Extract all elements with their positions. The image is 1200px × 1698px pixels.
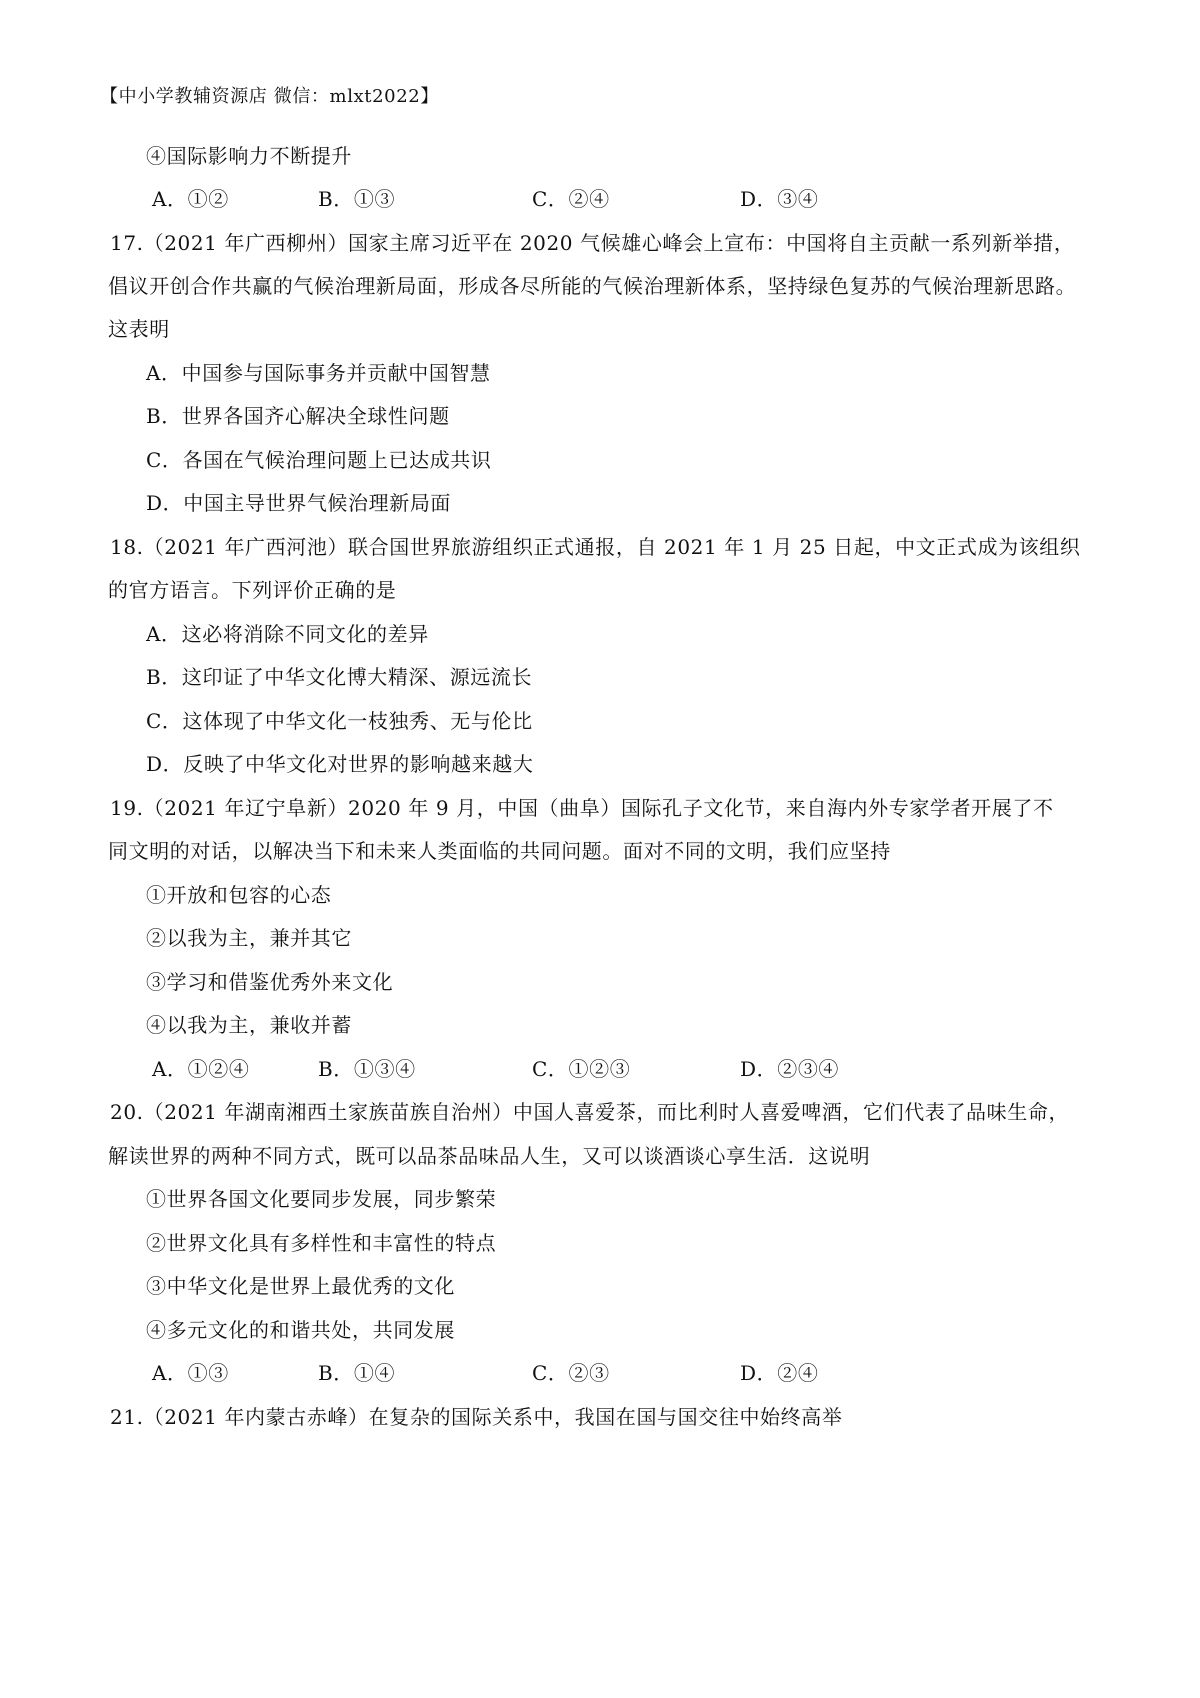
- q20-option-c: C．②③: [532, 1361, 610, 1385]
- q18-option-b: B．这印证了中华文化博大精深、源远流长: [146, 665, 533, 689]
- q17-stem-line-1: 17.（2021 年广西柳州）国家主席习近平在 2020 气候雄心峰会上宣布：中国将自主贡献一系列新举措，: [110, 231, 1075, 255]
- q20-option-b: B．①④: [318, 1361, 396, 1385]
- q17-option-c: C．各国在气候治理问题上已达成共识: [146, 448, 492, 472]
- watermark-header: 【中小学教辅资源店 微信：mlxt2022】: [100, 86, 439, 107]
- q19-statement-2: ②以我为主，兼并其它: [146, 926, 352, 950]
- q18-stem-line-2: 的官方语言。下列评价正确的是: [108, 578, 397, 602]
- q20-option-d: D．②④: [740, 1361, 819, 1385]
- q16-statement-4: ④国际影响力不断提升: [146, 144, 352, 168]
- q17-stem-line-3: 这表明: [108, 317, 170, 341]
- q20-statement-1: ①世界各国文化要同步发展，同步繁荣: [146, 1187, 497, 1211]
- q20-statement-2: ②世界文化具有多样性和丰富性的特点: [146, 1231, 497, 1255]
- q18-option-c: C．这体现了中华文化一枝独秀、无与伦比: [146, 709, 533, 733]
- q18-option-d: D．反映了中华文化对世界的影响越来越大: [146, 752, 534, 776]
- q20-statement-3: ③中华文化是世界上最优秀的文化: [146, 1274, 455, 1298]
- q16-option-a: A．①②: [152, 187, 229, 211]
- q21-stem-line-1: 21.（2021 年内蒙古赤峰）在复杂的国际关系中，我国在国与国交往中始终高举: [110, 1405, 843, 1429]
- q19-option-c: C．①②③: [532, 1057, 631, 1081]
- q17-option-a: A．中国参与国际事务并贡献中国智慧: [146, 361, 491, 385]
- q19-statement-1: ①开放和包容的心态: [146, 883, 332, 907]
- q16-option-d: D．③④: [740, 187, 819, 211]
- q17-option-b: B．世界各国齐心解决全球性问题: [146, 404, 450, 428]
- q19-option-a: A．①②④: [152, 1057, 250, 1081]
- q20-options: [152, 1359, 952, 1387]
- q17-stem-line-2: 倡议开创合作共赢的气候治理新局面，形成各尽所能的气候治理新体系，坚持绿色复苏的气候治理新思路。: [108, 274, 1077, 298]
- q19-option-b: B．①③④: [318, 1057, 416, 1081]
- q20-statement-4: ④多元文化的和谐共处，共同发展: [146, 1318, 455, 1342]
- q16-option-b: B．①③: [318, 187, 396, 211]
- q20-option-a: A．①③: [152, 1361, 229, 1385]
- q18-option-a: A．这必将消除不同文化的差异: [146, 622, 429, 646]
- q19-stem-line-1: 19.（2021 年辽宁阜新）2020 年 9 月，中国（曲阜）国际孔子文化节，来自海内外专家学者开展了不: [110, 796, 1054, 820]
- q19-option-d: D．②③④: [740, 1057, 840, 1081]
- q19-statement-3: ③学习和借鉴优秀外来文化: [146, 970, 394, 994]
- q18-stem-line-1: 18.（2021 年广西河池）联合国世界旅游组织正式通报，自 2021 年 1 月 25 日起，中文正式成为该组织: [110, 535, 1081, 559]
- q20-stem-line-2: 解读世界的两种不同方式，既可以品茶品味品人生，又可以谈酒谈心享生活．这说明: [108, 1144, 871, 1168]
- q19-options: [152, 1055, 952, 1083]
- q19-statement-4: ④以我为主，兼收并蓄: [146, 1013, 352, 1037]
- q20-stem-line-1: 20.（2021 年湖南湘西土家族苗族自治州）中国人喜爱茶，而比利时人喜爱啤酒，它们代表了品味生命，: [110, 1100, 1070, 1124]
- q16-option-c: C．②④: [532, 187, 610, 211]
- q16-options: [152, 185, 952, 213]
- q17-option-d: D．中国主导世界气候治理新局面: [146, 491, 452, 515]
- q19-stem-line-2: 同文明的对话，以解决当下和未来人类面临的共同问题。面对不同的文明，我们应坚持: [108, 839, 891, 863]
